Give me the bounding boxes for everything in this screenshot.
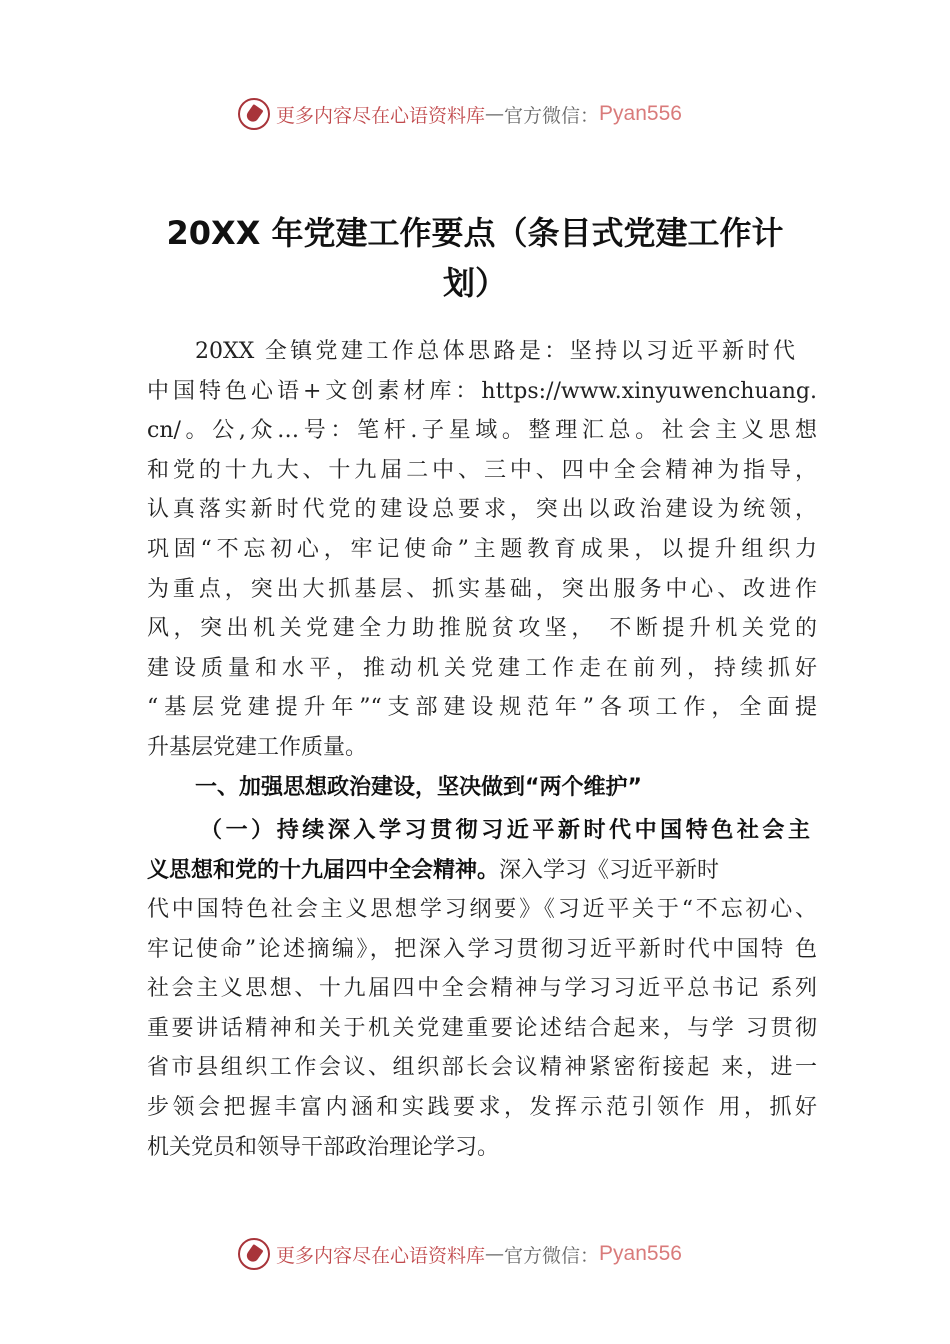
sub-line2-text: 深入学习《习近平新时 <box>499 858 720 883</box>
watermark-footer <box>238 1236 682 1272</box>
sub-line2 <box>147 855 817 887</box>
doc-title-line1: 20XX 年党建工作要点（条目式党建工作计 <box>166 214 784 252</box>
watermark-text: 更多内容尽在心语资料库 <box>276 1244 486 1267</box>
paragraph-line: 20XX 全镇党建工作总体思路是：坚持以习近平新时代 <box>195 339 795 364</box>
paragraph-line: 步领会把握丰富内涵和实践要求，发挥示范引领作 用，抓好 <box>147 1095 817 1120</box>
paragraph-line: 中国特色心语+文创素材库：https://www.xinyuwenchuang. <box>147 378 817 404</box>
pen-logo-icon <box>238 98 270 130</box>
watermark-id: Pyan556 <box>599 1242 682 1265</box>
doc-title-line2: 划） <box>442 264 507 302</box>
sub-heading-line2: 义思想和党的十九届四中全会精神。 <box>147 858 500 883</box>
paragraph-line: 重要讲话精神和关于机关党建重要论述结合起来，与学 习贯彻 <box>147 1015 817 1041</box>
paragraph-line: “基层党建提升年”“支部建设规范年”各项工作，全面提 <box>147 695 817 721</box>
paragraph-line: 风，突出机关党建全力助推脱贫攻坚， 不断提升机关党的 <box>147 616 817 642</box>
paragraph-line: 巩固“不忘初心，牢记使命”主题教育成果，以提升组织力 <box>147 537 817 562</box>
watermark-id: Pyan556 <box>599 102 682 125</box>
watermark-label: 官方微信： <box>504 1244 600 1267</box>
paragraph-line: 升基层党建工作质量。 <box>147 735 368 760</box>
watermark-text: 更多内容尽在心语资料库 <box>276 104 486 127</box>
watermark-sep: — <box>485 103 505 125</box>
paragraph-line: 为重点，突出大抓基层、抓实基础，突出服务中心、改进作 <box>147 576 817 602</box>
paragraph-line: 代中国特色社会主义思想学习纲要》《习近平关于“不忘初心、 <box>147 897 817 922</box>
paragraph-line: 社会主义思想、十九届四中全会精神与学习习近平总书记 系列 <box>147 976 817 1002</box>
watermark-label: 官方微信： <box>504 104 600 127</box>
paragraph-line: 省市县组织工作会议、组织部长会议精神紧密衔接起 来，进一 <box>147 1055 817 1081</box>
watermark-sep: — <box>485 1243 505 1265</box>
watermark-header <box>238 96 682 132</box>
paragraph-line: 认真落实新时代党的建设总要求，突出以政治建设为统领， <box>147 497 817 523</box>
paragraph-line: 机关党员和领导干部政治理论学习。 <box>147 1134 500 1160</box>
pen-logo-icon <box>238 1238 270 1270</box>
paragraph-line: cn/。公,众…号：笔杆.子星域。整理汇总。社会主义思想 <box>147 418 817 444</box>
sub-heading-line1: （一）持续深入学习贯彻习近平新时代中国特色社会主 <box>200 818 810 843</box>
paragraph-line: 牢记使命”论述摘编》，把深入学习贯彻习近平新时代中国特 色 <box>147 936 817 962</box>
paragraph-line: 和党的十九大、十九届二中、三中、四中全会精神为指导， <box>147 457 817 483</box>
section-heading: 一、加强思想政治建设，坚决做到“两个维护” <box>195 775 642 800</box>
paragraph-line: 建设质量和水平，推动机关党建工作走在前列，持续抓好 <box>147 655 817 681</box>
